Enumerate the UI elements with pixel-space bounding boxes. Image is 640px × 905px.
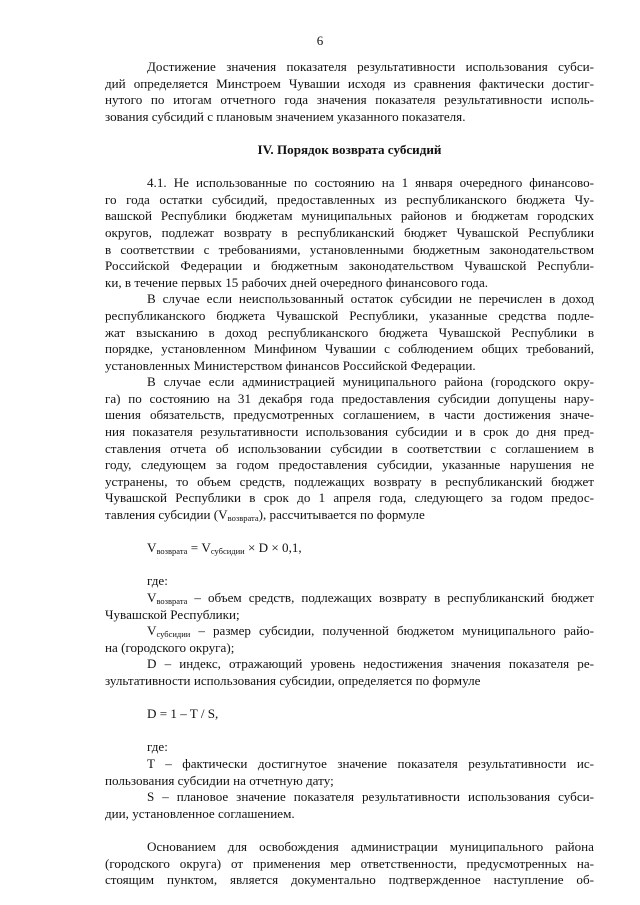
text-line: установленных Министерством финансов Российской Федерации. bbox=[105, 357, 476, 373]
text-line: Чувашской Республики в срок до 1 апреля года, следующего за годом предос- bbox=[105, 490, 594, 506]
text-line: округов, подлежат возврату в республиканский бюджет Чувашской Республики bbox=[105, 224, 594, 240]
text-line: нутого по итогам отчетного года значения показателя результативности исполь- bbox=[105, 92, 594, 108]
text-fragment: – объем средств, подлежащих возврату в республиканский бюджет bbox=[187, 590, 594, 605]
subscript: возврата bbox=[227, 513, 259, 524]
text-line: В случае если администрацией муниципального района (городского окру- bbox=[147, 374, 594, 390]
subscript: возврата bbox=[156, 546, 188, 557]
text-line: ки, в течение первых 15 рабочих дней очередного финансового года. bbox=[105, 274, 489, 290]
text-line: 4.1. Не использованные по состоянию на 1 января очередного финансово- bbox=[147, 175, 594, 191]
text-line: ния показателя результативности использования субсидии и в срок до дня пред- bbox=[105, 424, 594, 440]
formula-return-volume bbox=[105, 540, 594, 557]
text-line: га) по состоянию на 31 декабря года предоставления субсидии допущены нару- bbox=[105, 390, 594, 406]
text-line: году, следующем за годом предоставления субсидии, указанные нарушения не bbox=[105, 457, 594, 473]
text-line bbox=[105, 507, 594, 524]
where-label: где: bbox=[147, 573, 168, 589]
text-line: Российской Федерации и бюджетным законодательством Чувашской Республи- bbox=[105, 258, 594, 274]
definition-v-subsidy bbox=[105, 623, 594, 656]
text-line: го года остатки субсидий, предоставленных из республиканского бюджета Чу- bbox=[105, 191, 594, 207]
subscript: возврата bbox=[156, 596, 188, 606]
definition-s bbox=[105, 789, 594, 822]
text-line: жат взысканию в доход республиканского бюджета Чувашской Республики в bbox=[105, 324, 594, 340]
paragraph-4-1 bbox=[105, 175, 594, 291]
paragraph-violations bbox=[105, 374, 594, 523]
formula-symbol: × D × 0,1, bbox=[244, 540, 302, 556]
text-line: S – плановое значение показателя результативности использования субси- bbox=[147, 789, 594, 805]
text-line: на (городского округа); bbox=[105, 639, 235, 655]
text-line: республиканского бюджета Чувашской Республики, указанные средства подле- bbox=[105, 307, 594, 323]
formula-symbol: V bbox=[147, 623, 157, 639]
text-line bbox=[105, 590, 594, 607]
text-line bbox=[105, 623, 594, 640]
text-line: ставления отчета об использовании субсидии в соответствии с соглашением в bbox=[105, 440, 594, 456]
paragraph-results-assessment bbox=[105, 59, 594, 125]
definition-d bbox=[105, 656, 594, 689]
text-line: (городского округа) от применения мер ответственности, предусмотренных на- bbox=[105, 855, 594, 871]
text-line: Чувашской Республики; bbox=[105, 606, 240, 622]
text-fragment: ), рассчитывается по формуле bbox=[258, 507, 425, 523]
where-label: где: bbox=[147, 739, 168, 755]
text-line: пользования субсидии на отчетную дату; bbox=[105, 772, 334, 788]
subscript: субсидии bbox=[210, 546, 245, 557]
text-line: порядке, установленном Минфином Чувашии с соблюдением общих требований, bbox=[105, 341, 594, 357]
text-line: T – фактически достигнутое значение показателя результативности ис- bbox=[147, 755, 594, 771]
text-line: вашской Республики бюджетам муниципальных районов и бюджетам городских bbox=[105, 208, 594, 224]
formula-symbol: V bbox=[147, 590, 157, 605]
paragraph-exemption-grounds bbox=[105, 839, 594, 889]
definition-t bbox=[105, 756, 594, 789]
formula-index-d: D = 1 – T / S, bbox=[147, 706, 219, 722]
subscript: субсидии bbox=[156, 629, 191, 640]
text-fragment: – размер субсидии, полученной бюджетом муниципального райо- bbox=[190, 623, 594, 639]
document-body bbox=[105, 59, 594, 889]
definition-v-return bbox=[105, 590, 594, 623]
text-line: В случае если неиспользованный остаток субсидии не перечислен в доход bbox=[147, 291, 594, 307]
text-line: устранены, то объем средств, подлежащих возврату в республиканский бюджет bbox=[105, 473, 594, 489]
paragraph-unspent-balance bbox=[105, 291, 594, 374]
text-line: Основанием для освобождения администрации муниципального района bbox=[147, 838, 594, 854]
text-line: зования субсидий с плановым значением указанного показателя. bbox=[105, 108, 466, 124]
text-line: Достижение значения показателя результативности использования субси- bbox=[147, 59, 594, 74]
section-title: IV. Порядок возврата субсидий bbox=[257, 141, 442, 157]
page-number: 6 bbox=[316, 33, 324, 48]
text-line: шения обязательств, предусмотренных соглашением, в части достижения значе- bbox=[105, 407, 594, 423]
text-line: стоящим пунктом, является документально подтвержденное наступление об- bbox=[105, 872, 594, 888]
text-fragment: тавления субсидии (V bbox=[105, 507, 228, 523]
text-line: D – индекс, отражающий уровень недостижения значения показателя ре- bbox=[147, 656, 594, 672]
text-line: в соответствии с требованиями, установленными бюджетным законодательством bbox=[105, 241, 594, 257]
formula-symbol: = V bbox=[187, 540, 211, 556]
formula-symbol: V bbox=[147, 540, 157, 556]
text-line: зультативности использования субсидии, определяется по формуле bbox=[105, 672, 481, 688]
text-line: дии, установленное соглашением. bbox=[105, 805, 295, 821]
text-line: дий определяется Минстроем Чувашии исходя из сравнения фактически достиг- bbox=[105, 75, 594, 91]
